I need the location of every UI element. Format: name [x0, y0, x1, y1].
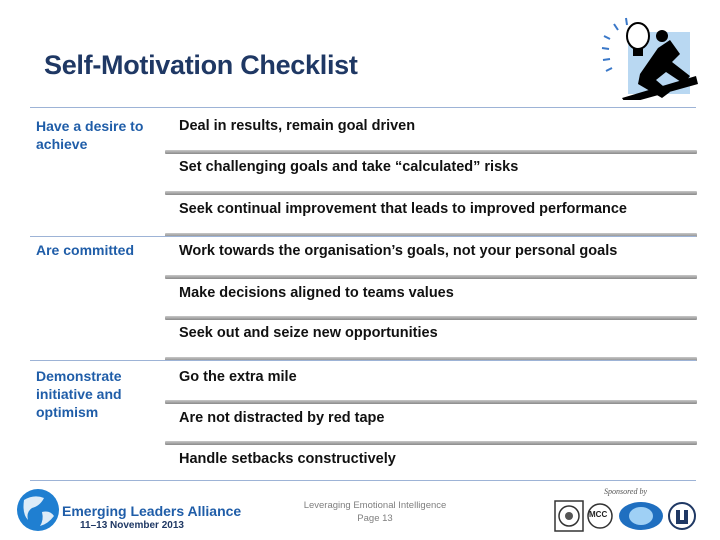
group-divider	[30, 360, 696, 361]
item-divider	[165, 400, 697, 404]
event-date: 11–13 November 2013	[80, 520, 184, 531]
item-divider	[165, 316, 697, 320]
sponsor-globe-icon	[617, 500, 665, 532]
item-divider	[165, 150, 697, 154]
sponsor-emblem-icon	[667, 500, 697, 532]
checklist-item: Seek out and seize new opportunities	[179, 325, 438, 341]
checklist-item: Handle setbacks constructively	[179, 451, 396, 467]
checklist-item: Deal in results, remain goal driven	[179, 118, 416, 134]
footer-subtitle: Leveraging Emotional Intelligence	[303, 500, 447, 511]
group-label-committed: Are committed	[36, 242, 135, 258]
checklist-item: Work towards the organisation’s goals, not your personal goals	[179, 243, 618, 259]
checklist-item: Make decisions aligned to teams values	[179, 285, 454, 301]
item-divider	[165, 191, 697, 195]
mcc-logo	[586, 500, 614, 532]
group-label-initiative: Demonstrate initiative and optimism	[36, 368, 122, 420]
item-divider	[165, 275, 697, 279]
group-label-desire: Have a desire to achieve	[36, 118, 144, 152]
checklist-item: Seek continual improvement that leads to improved performance	[179, 201, 627, 217]
checklist-item: Set challenging goals and take “calculated” risks	[179, 159, 519, 175]
item-divider	[165, 441, 697, 445]
footer-center	[280, 499, 470, 525]
page-number: Page 13	[357, 513, 393, 524]
top-divider	[30, 107, 696, 108]
sponsored-by-label: Sponsored by	[604, 487, 648, 496]
lightbulb-climber-icon	[600, 14, 700, 100]
group-divider	[30, 236, 696, 237]
page-title: Self-Motivation Checklist	[44, 50, 358, 80]
mcc-logo-text: MCC	[589, 510, 608, 519]
bottom-divider	[30, 480, 696, 481]
org-name: Emerging Leaders Alliance	[62, 503, 242, 519]
globe-logo-icon	[14, 486, 62, 534]
sponsor-seal-icon	[554, 500, 584, 532]
checklist-item: Are not distracted by red tape	[179, 410, 385, 426]
checklist-item: Go the extra mile	[179, 369, 297, 385]
